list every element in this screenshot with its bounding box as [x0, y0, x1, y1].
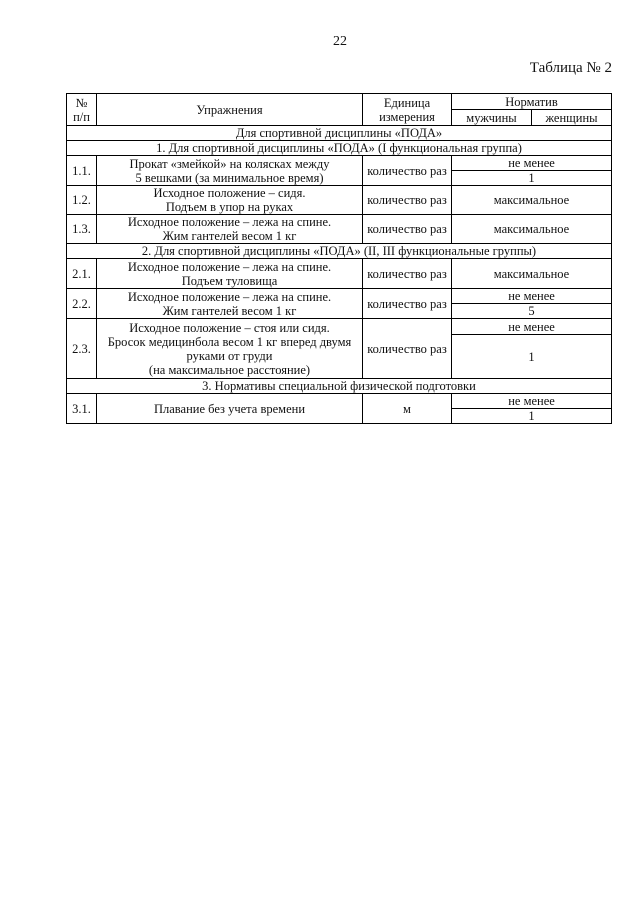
norm-qualifier: не менее: [452, 319, 612, 335]
norm-value: максимальное: [452, 215, 612, 244]
header-unit-line2: измерения: [379, 109, 435, 124]
row-unit: количество раз: [363, 259, 452, 289]
row-unit: количество раз: [363, 319, 452, 379]
exercise-line: Исходное положение – стоя или сидя.: [129, 320, 330, 335]
table-row: [67, 394, 612, 409]
norm-value: 1: [452, 335, 612, 379]
exercise-line: Исходное положение – лежа на спине.: [127, 259, 332, 274]
exercise-line: Исходное положение – сидя.: [153, 186, 306, 200]
header-num-line1: №: [75, 95, 88, 110]
exercise-line: Бросок медицинбола весом 1 кг вперед двумя: [107, 334, 352, 349]
row-num: 2.2.: [67, 289, 97, 319]
row-num: 2.3.: [67, 319, 97, 379]
row-num: 1.3.: [67, 215, 97, 244]
section-3-label: 3. Нормативы специальной физической подготовки: [67, 379, 612, 394]
row-num: 2.1.: [67, 259, 97, 289]
exercise-line: 5 вешками (за минимальное время): [135, 170, 324, 185]
row-exercise: [97, 259, 363, 289]
page-number: 22: [333, 34, 347, 49]
header-exercise: Упражнения: [97, 94, 363, 126]
row-exercise: [97, 289, 363, 319]
table-row: [67, 186, 612, 215]
exercise-line: Подъем туловища: [181, 273, 278, 288]
row-num: 1.2.: [67, 186, 97, 215]
row-exercise: [97, 394, 363, 424]
header-unit-line1: Единица: [383, 95, 431, 110]
row-unit: количество раз: [363, 186, 452, 215]
header-num-cell: [67, 94, 97, 126]
discipline-title: Для спортивной дисциплины «ПОДА»: [67, 126, 612, 141]
norm-qualifier: не менее: [452, 289, 612, 304]
table-row: [67, 289, 612, 304]
section-1-label: 1. Для спортивной дисциплины «ПОДА» (I функциональная группа): [67, 141, 612, 156]
row-exercise: [97, 215, 363, 244]
exercise-line: Плавание без учета времени: [153, 401, 306, 416]
row-exercise: [97, 319, 363, 379]
section-row: [67, 379, 612, 394]
header-unit-cell: [363, 94, 452, 126]
norm-value: максимальное: [452, 259, 612, 289]
section-2-label: 2. Для спортивной дисциплины «ПОДА» (II, III функциональные группы): [67, 244, 612, 259]
exercise-line: (на максимальное расстояние): [148, 362, 311, 377]
header-num-line2: п/п: [73, 109, 90, 124]
exercise-line: Подъем в упор на руках: [165, 200, 294, 214]
discipline-row: [67, 126, 612, 141]
header-men: мужчины: [452, 110, 532, 126]
norm-value: 1: [452, 409, 612, 424]
section-row: [67, 141, 612, 156]
row-unit: количество раз: [363, 215, 452, 244]
exercise-line: Прокат «змейкой» на колясках между: [129, 156, 330, 171]
row-exercise: [97, 186, 363, 215]
header-women: женщины: [532, 110, 612, 126]
table-row: [67, 156, 612, 171]
table-row: [67, 259, 612, 289]
exercise-line: Жим гантелей весом 1 кг: [162, 303, 297, 318]
header-row: [67, 94, 612, 110]
row-exercise: [97, 156, 363, 186]
norm-value: максимальное: [452, 186, 612, 215]
row-unit: количество раз: [363, 289, 452, 319]
norm-qualifier: не менее: [452, 394, 612, 409]
section-row: [67, 244, 612, 259]
norms-table: [66, 93, 612, 424]
table-row: [67, 215, 612, 244]
exercise-line: Исходное положение – лежа на спине.: [127, 215, 332, 229]
row-unit: количество раз: [363, 156, 452, 186]
row-num: 3.1.: [67, 394, 97, 424]
norm-qualifier: не менее: [452, 156, 612, 171]
exercise-line: Исходное положение – лежа на спине.: [127, 289, 332, 304]
table-row: [67, 319, 612, 335]
row-num: 1.1.: [67, 156, 97, 186]
header-norm: Норматив: [452, 94, 612, 110]
exercise-line: руками от груди: [186, 348, 273, 363]
exercise-line: Жим гантелей весом 1 кг: [162, 229, 297, 243]
norm-value: 5: [452, 304, 612, 319]
norm-value: 1: [452, 171, 612, 186]
row-unit: м: [363, 394, 452, 424]
table-title: Таблица № 2: [529, 60, 612, 76]
